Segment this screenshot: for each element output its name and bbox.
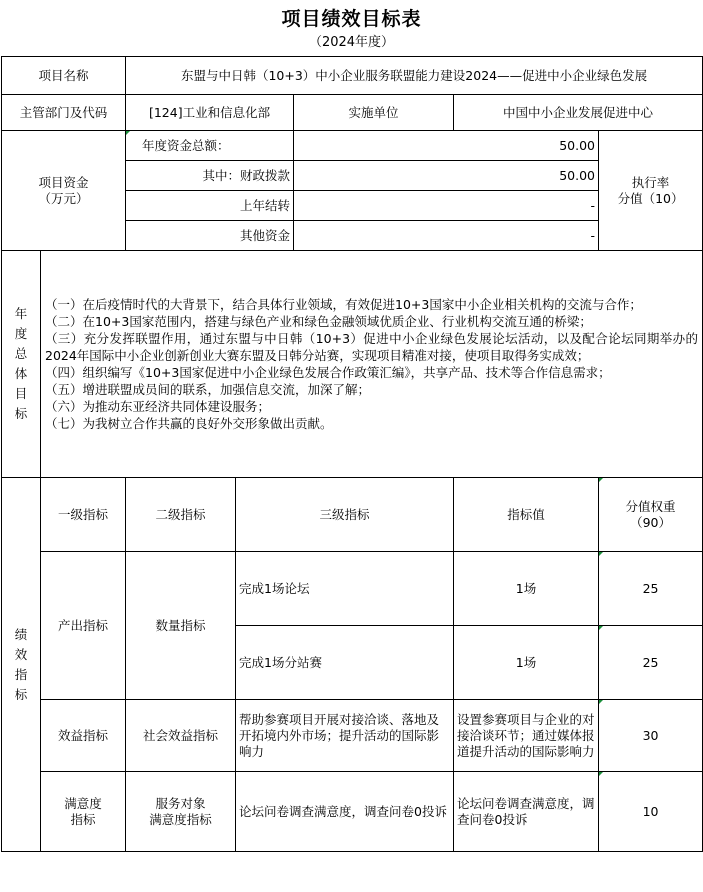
- output-level3-competition: 完成1场分站赛: [236, 626, 454, 700]
- page-title: 项目绩效目标表: [281, 8, 422, 30]
- funds-fiscal-label: 其中：财政拨款: [126, 161, 294, 191]
- dept-value: [124]工业和信息化部: [126, 95, 294, 131]
- goals-label-char: 标: [14, 406, 28, 421]
- output-level2: 数量指标: [126, 552, 236, 700]
- header-weight-line2: （90）: [630, 514, 671, 530]
- header-weight: [599, 478, 703, 552]
- indicators-label-char: 标: [14, 686, 28, 702]
- goals-label-char: 体: [14, 366, 28, 381]
- indicators-label: [2, 478, 41, 852]
- impl-unit-value: 中国中小企业发展促进中心: [454, 95, 703, 131]
- output-level1: 产出指标: [41, 552, 126, 700]
- goal-item: （七）为我树立合作共赢的良好外交形象做出贡献。: [45, 416, 333, 431]
- funds-total-value: 50.00: [294, 131, 599, 161]
- output-weight-forum: 25: [599, 552, 703, 626]
- funds-carryover-label: 上年结转: [126, 191, 294, 221]
- output-weight-competition: 25: [599, 626, 703, 700]
- performance-table: [1, 56, 703, 852]
- funds-carryover-value: -: [294, 191, 599, 221]
- funds-other-label: 其他资金: [126, 221, 294, 251]
- benefit-level2: 社会效益指标: [126, 700, 236, 772]
- project-name-value: 东盟与中日韩（10+3）中小企业服务联盟能力建设2024——促进中小企业绿色发展: [126, 57, 703, 95]
- dept-label: 主管部门及代码: [2, 95, 126, 131]
- output-level3-forum: 完成1场论坛: [236, 552, 454, 626]
- goals-label-char: 度: [14, 326, 28, 341]
- header-value: 指标值: [454, 478, 599, 552]
- benefit-value: 设置参赛项目与企业的对接洽谈环节；通过媒体报道提升活动的国际影响力: [454, 700, 599, 772]
- goals-content: [41, 251, 703, 478]
- indicators-label-char: 绩: [14, 626, 28, 642]
- satisfaction-level1: [41, 772, 126, 852]
- project-name-label: 项目名称: [2, 57, 126, 95]
- satisfaction-weight: 10: [599, 772, 703, 852]
- funds-total-label: 年度资金总额：: [126, 131, 294, 161]
- exec-rate-score: 分值（10）: [617, 190, 684, 206]
- impl-unit-label: 实施单位: [294, 95, 454, 131]
- satisfaction-level2-line1: 服务对象: [155, 795, 206, 811]
- header-level1: 一级指标: [41, 478, 126, 552]
- header-weight-line1: 分值权重: [625, 498, 676, 514]
- goal-item: （四）组织编写《10+3国家促进中小企业绿色发展合作政策汇编》，共享产品、技术等合作信息需求；: [45, 365, 611, 380]
- satisfaction-level1-line2: 指标: [70, 811, 96, 827]
- satisfaction-level3: 论坛问卷调查满意度，调查问卷0投诉: [236, 772, 454, 852]
- output-value-competition: 1场: [454, 626, 599, 700]
- header-level3: 三级指标: [236, 478, 454, 552]
- goal-item: （二）在10+3国家范围内，搭建与绿色产业和绿色金融领域优质企业、行业机构交流互通的桥梁；: [45, 314, 592, 329]
- goals-label-char: 目: [14, 386, 28, 401]
- goals-label-char: 年: [14, 306, 28, 321]
- funds-other-value: -: [294, 221, 599, 251]
- header-level2: 二级指标: [126, 478, 236, 552]
- output-value-forum: 1场: [454, 552, 599, 626]
- funds-label: [2, 131, 126, 251]
- satisfaction-level2: [126, 772, 236, 852]
- goal-item: （六）为推动东亚经济共同体建设服务；: [45, 399, 271, 414]
- funds-fiscal-value: 50.00: [294, 161, 599, 191]
- indicators-label-char: 指: [14, 666, 28, 682]
- benefit-level1: 效益指标: [41, 700, 126, 772]
- satisfaction-level2-line2: 满意度指标: [149, 811, 212, 827]
- exec-rate-cell: [599, 131, 703, 251]
- exec-rate-label: 执行率: [631, 174, 670, 190]
- benefit-weight: 30: [599, 700, 703, 772]
- benefit-level3: 帮助参赛项目开展对接洽谈、落地及开拓境内外市场；提升活动的国际影响力: [236, 700, 454, 772]
- page-subtitle-year: （2024年度）: [308, 35, 395, 50]
- goals-label: [2, 251, 41, 478]
- goal-item: （一）在后疫情时代的大背景下，结合具体行业领域，有效促进10+3国家中小企业相关机构的交流与合作；: [45, 297, 642, 312]
- funds-label-line2: （万元）: [38, 190, 89, 206]
- goal-item: （五）增进联盟成员间的联系，加强信息交流，加深了解；: [45, 382, 371, 397]
- funds-label-line1: 项目资金: [38, 174, 89, 190]
- satisfaction-value: 论坛问卷调查满意度，调查问卷0投诉: [454, 772, 599, 852]
- goal-item: （三）充分发挥联盟作用，通过东盟与中日韩（10+3）促进中小企业绿色发展论坛活动，以及配合论坛同期举办的2024年国际中小企业创新创业大赛东盟及日韩分站赛，实现项目精准对接，使项目取得务实成效；: [45, 331, 699, 363]
- indicators-label-char: 效: [14, 646, 28, 662]
- goals-label-char: 总: [14, 346, 28, 361]
- satisfaction-level1-line1: 满意度: [64, 795, 102, 811]
